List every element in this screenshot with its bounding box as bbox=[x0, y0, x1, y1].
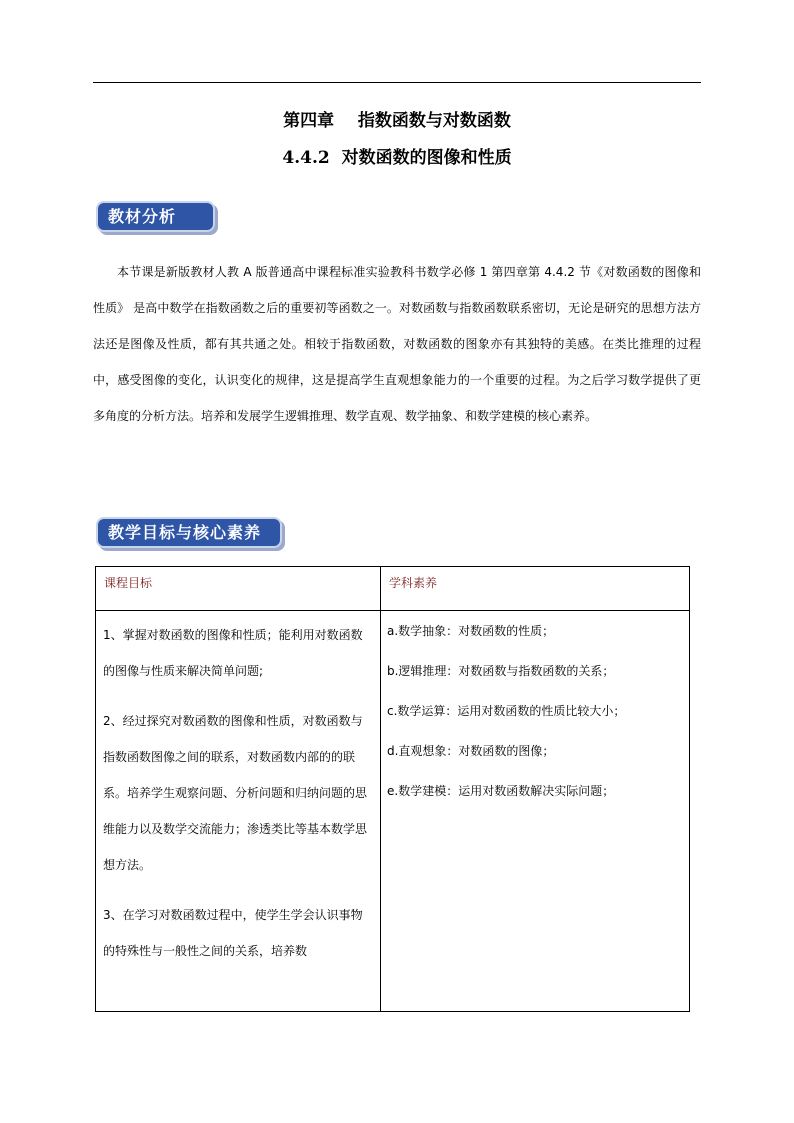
header-rule bbox=[93, 82, 701, 83]
course-goals-cell bbox=[96, 611, 381, 1012]
goal-item: 1、掌握对数函数的图像和性质；能利用对数函数的图像与性质来解决简单问题; bbox=[103, 628, 363, 678]
chapter-title: 第四章 指数函数与对数函数 bbox=[283, 111, 511, 131]
section-title: 4.4.2 对数函数的图像和性质 bbox=[282, 148, 512, 168]
goals-badge: 教学目标与核心素养 bbox=[96, 517, 282, 548]
table-header-row bbox=[96, 567, 690, 611]
header-course-goals: 课程目标 bbox=[96, 567, 381, 611]
analysis-paragraph: 本节课是新版教材人教 A 版普通高中课程标准实验教科书数学必修 1 第四章第 4.4.2 节《对数函数的图像和性质》 是高中数学在指数函数之后的重要初等函数之一。对数函数与指数函数联系密切，无论是研究的思想方法方法还是图像及性质，都有其共通之处。相较于指数函数，对数函数的图象亦有其独特的美感。在类比推理的过程中，感受图像的变化，认识变化的规律，这是提高学生直观想象能力的一个重要的过程。为之后学习数学提供了更多角度的分析方法。培养和发展学生逻辑推理、数学直观、数学抽象、和数学建模的核心素养。 bbox=[93, 265, 701, 423]
header-subject-literacy: 学科素养 bbox=[381, 567, 690, 611]
goal-item: 2、经过探究对数函数的图像和性质，对数函数与指数函数图像之间的联系，对数函数内部的的联系。培养学生观察问题、分析问题和归纳问题的思维能力以及数学交流能力；渗透类比等基本数学思想方法。 bbox=[103, 714, 368, 872]
analysis-badge: 教材分析 bbox=[96, 201, 215, 232]
goals-table bbox=[95, 566, 690, 1012]
literacy-item: e.数学建模：运用对数函数解决实际问题； bbox=[387, 784, 615, 798]
table-body-row bbox=[96, 611, 690, 1012]
literacy-cell bbox=[381, 611, 690, 1012]
goal-item: 3、在学习对数函数过程中，使学生学会认识事物的特殊性与一般性之间的关系，培养数 bbox=[103, 908, 363, 958]
literacy-item: d.直观想象：对数函数的图像； bbox=[387, 744, 555, 758]
literacy-item: a.数学抽象：对数函数的性质； bbox=[387, 624, 555, 638]
literacy-item: c.数学运算：运用对数函数的性质比较大小； bbox=[387, 704, 626, 718]
literacy-item: b.逻辑推理：对数函数与指数函数的关系； bbox=[387, 664, 615, 678]
